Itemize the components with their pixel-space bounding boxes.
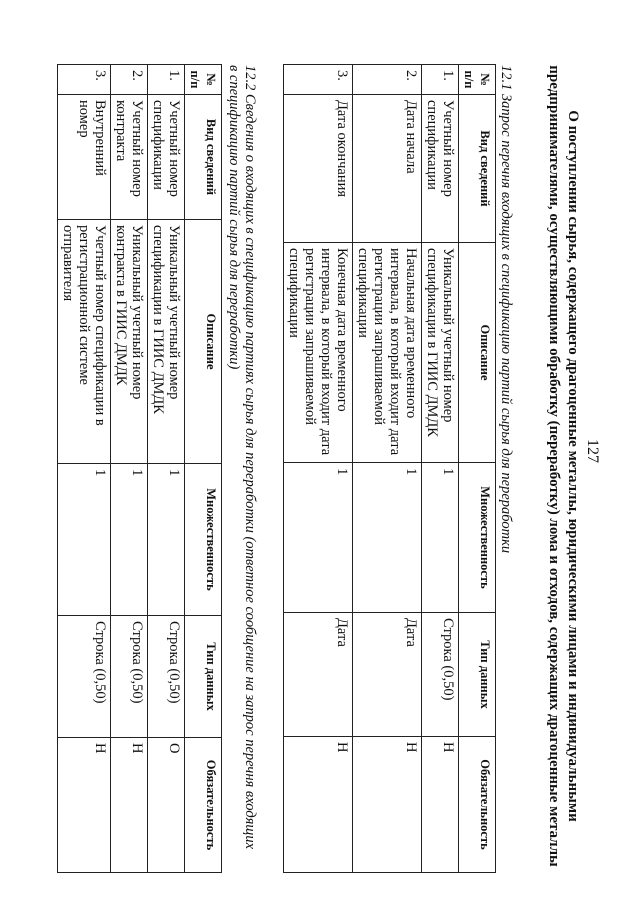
cell-num: 1. <box>148 65 185 95</box>
header-num: № п/п <box>459 65 496 95</box>
cell-kind: Дата окончания <box>284 95 353 243</box>
header-num: № п/п <box>185 65 222 95</box>
cell-num: 3. <box>58 65 111 95</box>
header-multiplicity: Множественность <box>459 463 496 613</box>
cell-description: Учетный номер спецификации в регистрационной системе отправителя <box>58 220 111 464</box>
cell-kind: Учетный номер спецификации <box>422 95 459 243</box>
table-section1 <box>283 64 496 873</box>
cell-description: Уникальный учетный номер контракта в ГИИС ДМДК <box>111 220 148 464</box>
cell-required: Н <box>111 738 148 873</box>
cell-data-type: Строка (0,50) <box>58 616 111 738</box>
table-row <box>148 65 185 873</box>
cell-required: Н <box>422 737 459 873</box>
header-data-type: Тип данных <box>459 613 496 737</box>
cell-num: 3. <box>284 65 353 95</box>
header-data-type: Тип данных <box>185 616 222 738</box>
cell-required: Н <box>58 738 111 873</box>
cell-data-type: Дата <box>353 613 422 737</box>
table-header-row <box>459 65 496 873</box>
cell-required: Н <box>284 737 353 873</box>
table-row <box>284 65 353 873</box>
cell-multiplicity: 1 <box>284 463 353 613</box>
cell-required: Н <box>353 737 422 873</box>
cell-data-type: Строка (0,50) <box>148 616 185 738</box>
cell-kind: Учетный номер контракта <box>111 95 148 220</box>
cell-num: 2. <box>353 65 422 95</box>
table-section2 <box>57 64 222 873</box>
cell-num: 1. <box>422 65 459 95</box>
cell-multiplicity: 1 <box>148 464 185 616</box>
cell-data-type: Дата <box>284 613 353 737</box>
cell-multiplicity: 1 <box>111 464 148 616</box>
cell-data-type: Строка (0,50) <box>422 613 459 737</box>
cell-num: 2. <box>111 65 148 95</box>
table-header-row <box>185 65 222 873</box>
cell-description: Уникальный учетный номер спецификации в ГИИС ДМДК <box>422 243 459 463</box>
cell-kind: Внутренний номер <box>58 95 111 220</box>
header-multiplicity: Множественность <box>185 464 222 616</box>
section2-caption: 12.2 Сведения о входящих в спецификацию партиях сырья для переработки (ответное сообщение на запрос перечня входящих в спецификацию партий сырья для переработки) <box>226 65 258 850</box>
header-description: Описание <box>459 243 496 463</box>
page-number: 127 <box>584 439 601 463</box>
cell-kind: Дата начала <box>353 95 422 243</box>
table-row <box>58 65 111 873</box>
table-row <box>422 65 459 873</box>
table-row <box>111 65 148 873</box>
header-required: Обязательность <box>459 737 496 873</box>
section1-caption: 12.1 Запрос перечня входящих в спецификацию партий сырья для переработки <box>498 65 514 554</box>
cell-description: Конечная дата временного интервала, в который входит дата регистрации запрашиваемой спецификации <box>284 243 353 463</box>
header-kind: Вид сведений <box>185 95 222 220</box>
cell-description: Уникальный учетный номер спецификации в ГИИС ДМДК <box>148 220 185 464</box>
cell-kind: Учетный номер спецификации <box>148 95 185 220</box>
cell-multiplicity: 1 <box>422 463 459 613</box>
cell-description: Начальная дата временного интервала, в который входит дата регистрации запрашиваемой спецификации <box>353 243 422 463</box>
cell-data-type: Строка (0,50) <box>111 616 148 738</box>
cell-required: О <box>148 738 185 873</box>
cell-multiplicity: 1 <box>58 464 111 616</box>
header-kind: Вид сведений <box>459 95 496 243</box>
header-description: Описание <box>185 220 222 464</box>
document-title: О поступлении сырья, содержащего драгоценные металлы, юридическими лицами и индивидуальными предпринимателями, осуществляющими обработку (переработку) лома и отходов, содержащих драгоценные металлы <box>546 65 581 867</box>
header-required: Обязательность <box>185 738 222 873</box>
table-row <box>353 65 422 873</box>
cell-multiplicity: 1 <box>353 463 422 613</box>
